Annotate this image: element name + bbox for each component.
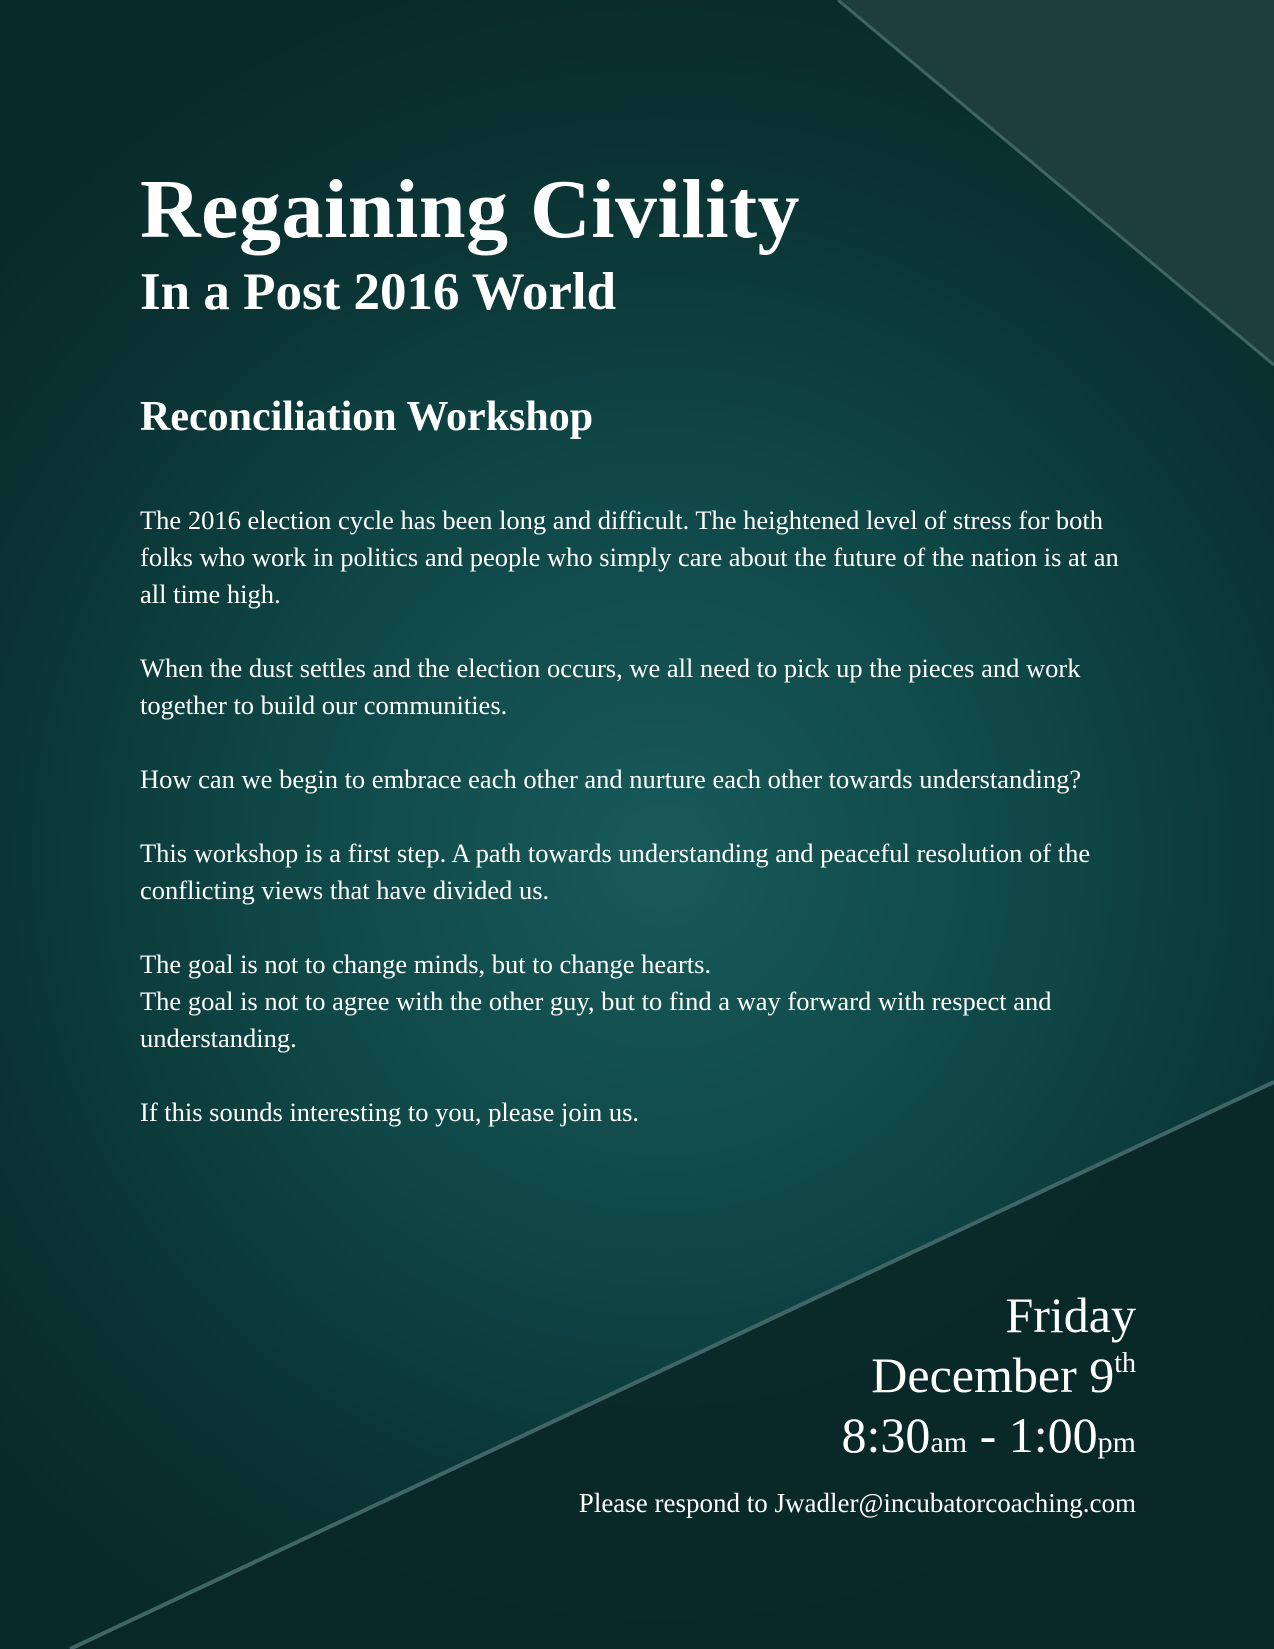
paragraph-election-cycle: The 2016 election cycle has been long and difficult. The heightened level of stress for both folks who work in politics and people who simply care about the future of the nation is at an all time high.	[140, 505, 1119, 609]
flyer-title: Regaining Civility	[140, 163, 801, 256]
goal-way-forward: The goal is not to agree with the other guy, but to find a way forward with respect and understanding.	[140, 986, 1052, 1053]
paragraph-goals	[140, 946, 1150, 1057]
event-date-text: December 9	[871, 1347, 1115, 1403]
event-end-period: pm	[1097, 1426, 1136, 1459]
paragraph-dust-settles: When the dust settles and the election occurs, we all need to pick up the pieces and work together to build our communities.	[140, 653, 1081, 720]
event-time-separator: -	[967, 1407, 1009, 1463]
paragraph-embrace-question: How can we begin to embrace each other and nurture each other towards understanding?	[140, 764, 1082, 794]
workshop-heading: Reconciliation Workshop	[140, 394, 594, 440]
event-date-suffix: th	[1114, 1348, 1136, 1379]
paragraph-first-step: This workshop is a first step. A path towards understanding and peaceful resolution of the conflicting views that have divided us.	[140, 838, 1091, 905]
event-details	[579, 1285, 1136, 1521]
description	[140, 502, 1150, 1131]
event-date	[579, 1345, 1136, 1405]
event-end-time: 1:00	[1008, 1407, 1098, 1463]
event-start-time: 8:30	[841, 1407, 931, 1463]
event-time	[579, 1405, 1136, 1473]
event-start-period: am	[930, 1426, 968, 1459]
goal-change-hearts: The goal is not to change minds, but to change hearts.	[140, 949, 712, 979]
rsvp-contact: Please respond to Jwadler@incubatorcoaching.com	[578, 1488, 1136, 1518]
flyer-subtitle: In a Post 2016 World	[140, 263, 617, 321]
event-day: Friday	[1005, 1287, 1136, 1343]
paragraph-invitation: If this sounds interesting to you, please join us.	[140, 1097, 640, 1127]
